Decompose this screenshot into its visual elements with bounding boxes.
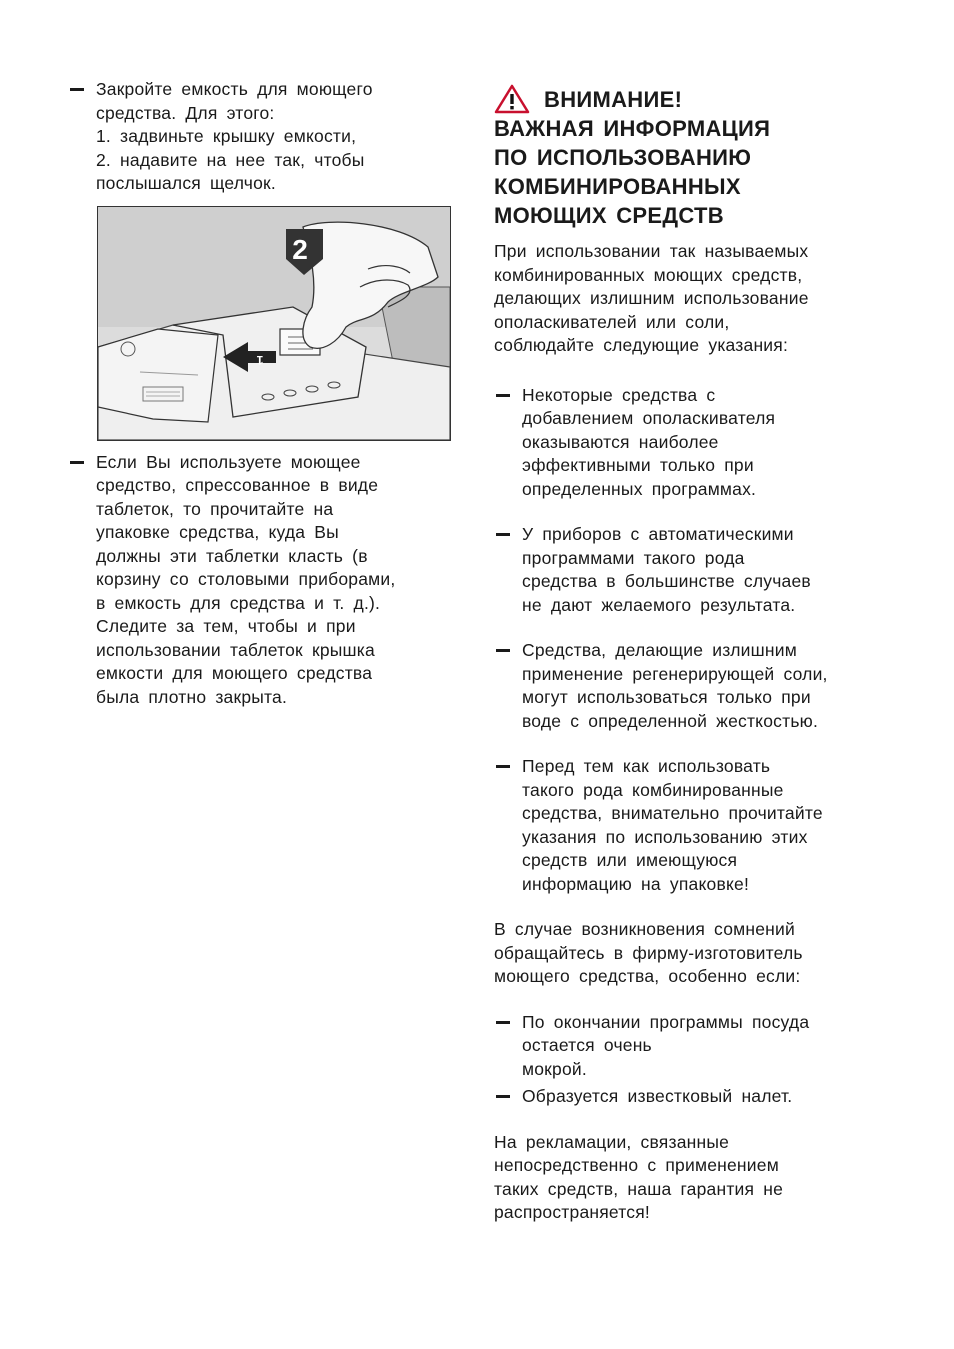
warning-triangle-icon: [494, 84, 530, 114]
list-item-text: У приборов с автоматическими программами такого рода средства в большинстве случаев не дают желаемого результата.: [522, 524, 811, 615]
intro-paragraph: При использовании так называемых комбинированных моющих средств, делающих излишним использование ополаскивателей или соли, соблюдайте следующие указания:: [494, 241, 809, 355]
list-item-text: Средства, делающие излишним применение регенерирующей соли, могут использоваться только при воде с определенной жесткостью.: [522, 640, 828, 731]
bullet-dash: [496, 394, 510, 397]
list-item-tablets: [68, 451, 458, 710]
list-item-close-dispenser: [68, 78, 458, 196]
svg-text:2: 2: [292, 233, 308, 265]
bullet-dash: [70, 461, 84, 464]
bullet-dash: [496, 649, 510, 652]
list-item: [494, 1011, 889, 1082]
list-item-text: Перед тем как использовать такого рода комбинированные средства, внимательно прочитайте указания по использованию этих средств или имеющуюся информацию на упаковке!: [522, 756, 823, 894]
warning-title: [494, 84, 889, 114]
dispenser-illustration: [97, 206, 451, 441]
right-column: [494, 84, 889, 1225]
warning-label: ВНИМАНИЕ!: [544, 86, 683, 112]
svg-text:1: 1: [256, 352, 264, 367]
bullet-dash: [496, 765, 510, 768]
bullet-dash: [496, 533, 510, 536]
list-item-text: По окончании программы посуда остается очень мокрой.: [522, 1011, 810, 1079]
warning-heading: [494, 84, 889, 230]
list-item-text: Образуется известковый налет.: [522, 1086, 793, 1106]
left-column: [68, 78, 458, 709]
list-item-text: Закройте емкость для моющего средства. Для этого: 1. задвиньте крышку емкости, 2. надавите на нее так, чтобы послышался щелчок.: [96, 79, 373, 193]
bullet-dash: [70, 88, 84, 91]
list-item-text: Некоторые средства с добавлением ополаскивателя оказываются наиболее эффективными только при определенных программах.: [522, 384, 776, 499]
bullet-dash: [496, 1021, 510, 1024]
list-item: [494, 384, 889, 502]
list-item: [494, 755, 889, 896]
section-heading: ВАЖНАЯ ИНФОРМАЦИЯ ПО ИСПОЛЬЗОВАНИЮ КОМБИНИРОВАННЫХ МОЮЩИХ СРЕДСТВ: [494, 116, 771, 228]
bullet-dash: [496, 1095, 510, 1098]
dispenser-drawing: [98, 207, 450, 440]
list-item: [494, 639, 889, 733]
list-item: [494, 1085, 889, 1109]
list-item-text: Если Вы используете моющее средство, спрессованное в виде таблеток, то прочитайте на упаковке средства, куда Вы должны эти таблетки класть (в корзину со столовыми приборами, в емкость для средства и т. д.). Следите за тем, чтобы и при использовании таблеток крышка емкости для моющего средства была плотно закрыта.: [96, 451, 396, 707]
doubt-paragraph: В случае возникновения сомнений обращайтесь в фирму-изготовитель моющего средства, особенно если:: [494, 919, 803, 986]
list-item: [494, 523, 889, 617]
closing-paragraph: На рекламации, связанные непосредственно с применением таких средств, наша гарантия не распространяется!: [494, 1131, 784, 1222]
